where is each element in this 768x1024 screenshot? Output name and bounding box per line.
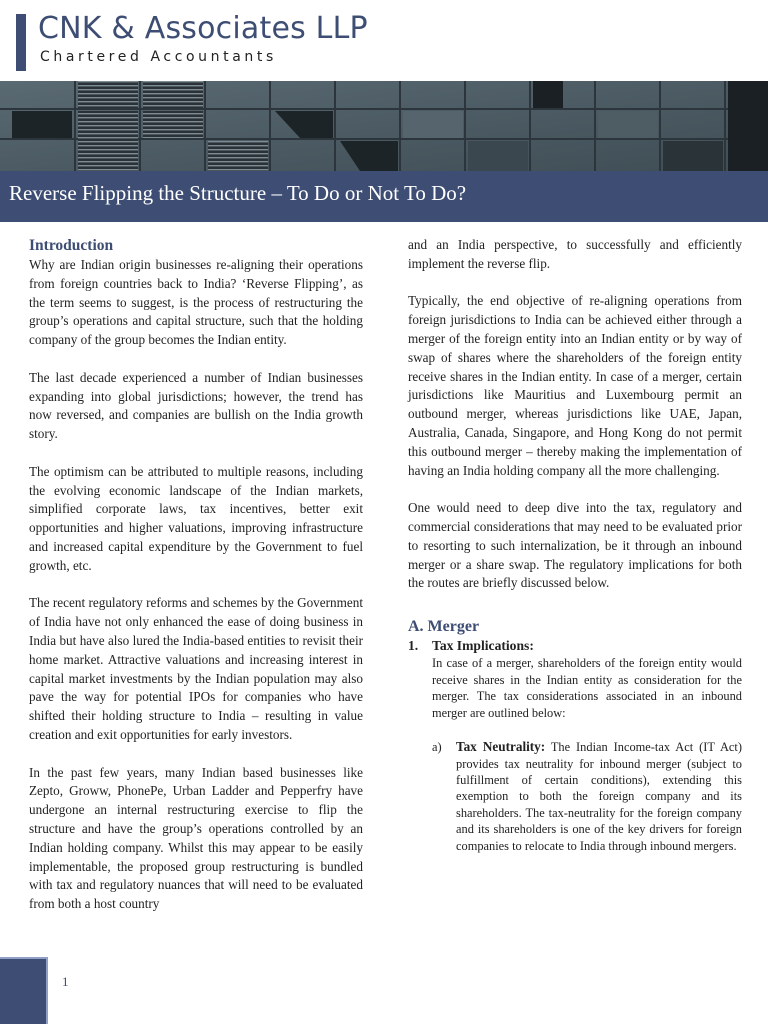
item-title: Tax Implications: xyxy=(432,638,534,654)
paragraph: Typically, the end objective of re-aligning operations from foreign jurisdictions to India can be achieved either through a merger of the foreign entity into an Indian entity or by way of swap of shares where the shareholders of the foreign entity receive shares in the Indian entity. In case of a merger, certain jurisdictions like Mauritius and Luxembourg permit an outbound merger, whereas jurisdictions like UAE, Japan, Australia, Canada, Singapore, and Hong Kong do not permit this outbound merger – thereby making the implementation of having an India holding company all the more challenging. xyxy=(408,293,742,478)
building-facade-image xyxy=(0,81,768,171)
item-number: 1. xyxy=(408,638,419,654)
page-number: 1 xyxy=(62,974,69,989)
sub-item-a xyxy=(432,739,742,854)
sub-item-body xyxy=(456,739,742,854)
paragraph: and an India perspective, to successfully and efficiently implement the reverse flip. xyxy=(408,237,742,271)
paragraph: The recent regulatory reforms and schemes by the Government of India have not only enhanced the ease of doing business in India but have also lured the India-based entities to revisit their home market. Attractive valuations and increasing interest in capital market investments by the Indian population may also pave the way for potential IPOs for companies who have shifted their holding structure to India – resulting in value creation and exit opportunities for early investors. xyxy=(29,595,363,742)
item-1-body xyxy=(408,655,742,854)
footer-accent-box xyxy=(0,957,48,1024)
paragraph: In the past few years, many Indian based businesses like Zepto, Groww, PhonePe, Urban Ladder and Pepperfry have undergone an internal restructuring exercise to flip the structure and have the group’s operations controlled by an Indian holding company. Whilst this may appear to be easily implementable, the proposed group restructuring is bundled with tax and regulatory nuances that will need to be evaluated from both a host country xyxy=(29,764,363,912)
right-column xyxy=(408,236,742,854)
numbered-item-1 xyxy=(408,637,742,655)
firm-tagline: Chartered Accountants xyxy=(40,49,277,65)
sub-item-text: The Indian Income-tax Act (IT Act) provides tax neutrality for inbound merger (subject to fulfillment of certain conditions), extending this exemption to both the foreign company and its shareholders. The tax-neutrality for the foreign company and its shareholders is one of the key drivers for foreign companies to relocate to India through inbound mergers. xyxy=(456,740,742,853)
article-title-bar xyxy=(0,171,768,222)
introduction-heading: Introduction xyxy=(29,237,114,254)
paragraph: The last decade experienced a number of Indian businesses expanding into global jurisdictions; however, the trend has now reversed, and companies are bullish on the India growth story. xyxy=(29,369,363,442)
paragraph: Why are Indian origin businesses re-aligning their operations from foreign countries back to India? ‘Reverse Flipping’, as the term seems to suggest, is the process of restructuring the group’s operations and capital structure, such that the holding company of the group becomes the Indian entity. xyxy=(29,257,363,348)
section-a-heading: A. Merger xyxy=(408,618,480,636)
firm-name: CNK & Associates LLP xyxy=(38,11,368,46)
sub-item-letter: a) xyxy=(432,740,442,755)
paragraph: One would need to deep dive into the tax, regulatory and commercial considerations that may need to be evaluated prior to resorting to such internalization, be it through an inbound merger or a share swap. The regulatory implications for both the routes are briefly discussed below. xyxy=(408,500,742,591)
left-column xyxy=(29,236,363,914)
paragraph: The optimism can be attributed to multiple reasons, including the evolving economic landscape of the Indian markets, simplified corporate laws, tax incentives, better exit opportunities and higher valuations, improving infrastructure and increased capital expenditure by the Government to fuel growth, etc. xyxy=(29,463,363,573)
article-title: Reverse Flipping the Structure – To Do or Not To Do? xyxy=(9,181,467,205)
header-photo xyxy=(0,81,768,171)
brand-bar xyxy=(16,14,26,71)
sub-item-title: Tax Neutrality: xyxy=(456,739,546,755)
item-1-text: In case of a merger, shareholders of the foreign entity would receive shares in the Indian entity as consideration for the merger. The tax considerations associated in an inbound merger are outlined below: xyxy=(432,656,742,720)
